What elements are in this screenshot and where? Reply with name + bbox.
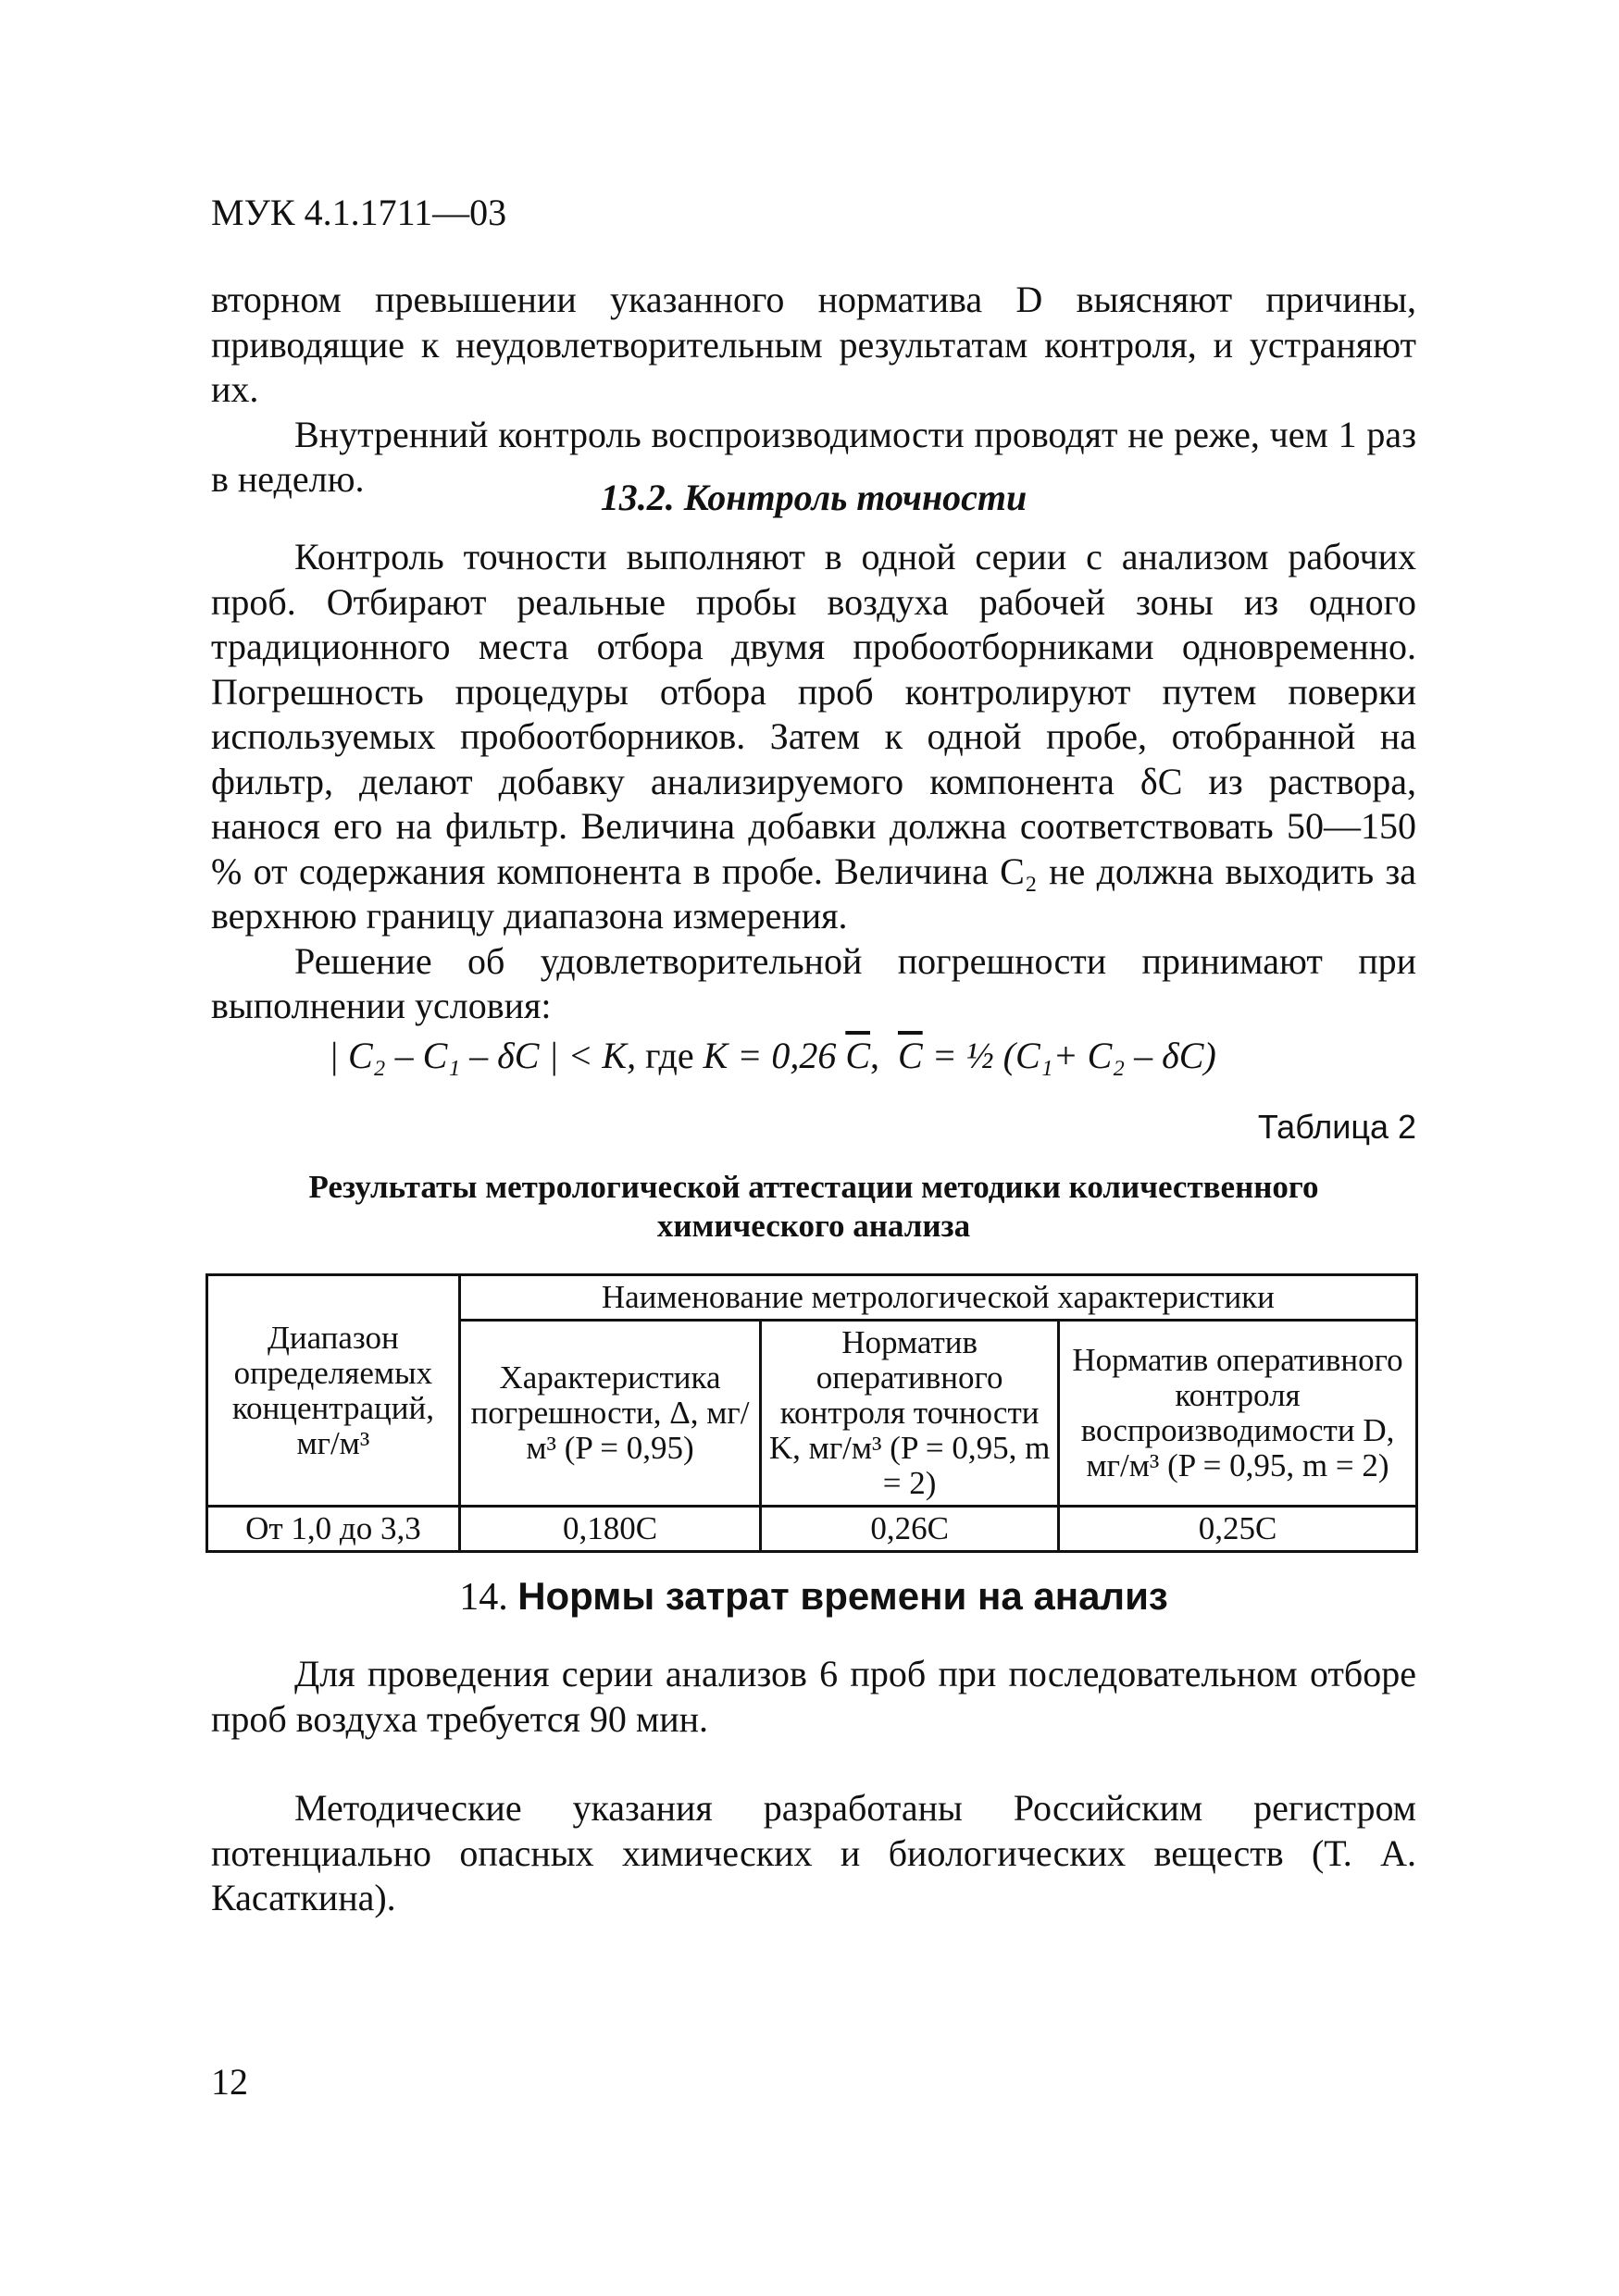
table-title-line-2: химического анализа (656, 1208, 971, 1244)
range-column-header: Диапазон определяемых концентраций, мг/м³ (207, 1275, 460, 1507)
intro-text (211, 278, 1416, 503)
error-characteristic-header: Характеристика погрешности, Δ, мг/м³ (P = 0,95) (459, 1321, 760, 1507)
document-code-header: МУК 4.1.1711—03 (211, 192, 507, 233)
metrology-results-table (205, 1273, 1418, 1553)
accuracy-norm-header: Норматив оперативного контроля точности K, мг/м³ (P = 0,95, m = 2) (761, 1321, 1059, 1507)
authors-paragraph: Методические указания разработаны Российским регистром потенциально опасных химических и биологических веществ (Т. А. Касаткина). (211, 1787, 1416, 1918)
section-13-2-title: 13.2. Контроль точности (600, 477, 1027, 518)
intro-paragraph-1: вторном превышении указанного норматива D выясняют причины, приводящие к неудовлетворительным результатам контроля, и устраняют их. (211, 279, 1416, 410)
section-14-text (211, 1652, 1416, 1921)
formula-c-mean-def: $\overline{C}$ (898, 1035, 923, 1076)
table-row (207, 1507, 1417, 1552)
section-14-heading (211, 1573, 1416, 1620)
accuracy-control-paragraph: Контроль точности выполняют в одной серии с анализом рабочих проб. Отбирают реальные пробы воздуха рабочей зоны из одного традиционного места отбора двумя пробоотборниками одновременно. Погрешность процедуры отбора проб контролируют путем поверки используемых пробоотборников. Затем к одной пробе, отобранной на фильтр, делают добавку анализируемого компонента δC из раствора, нанося его на фильтр. Величина добавки должна соответствовать 50—150 % от содержания компонента в пробе. Величина C₂ не должна выходить за верхнюю границу диапазона измерения. (211, 536, 1416, 937)
formula-where: где (645, 1035, 694, 1076)
section-14-title: Нормы затрат времени на анализ (517, 1574, 1168, 1618)
accuracy-condition-formula (329, 1033, 1216, 1079)
k-cell: 0,26C (761, 1507, 1059, 1552)
range-cell: От 1,0 до 3,3 (207, 1507, 460, 1552)
formula-c-mean: $\overline{C}$ (845, 1035, 870, 1076)
page-number: 12 (211, 2061, 248, 2103)
table-label: Таблица 2 (1257, 1108, 1416, 1146)
time-norm-paragraph: Для проведения серии анализов 6 проб при последовательном отборе проб воздуха требуется 90 мин. (211, 1653, 1416, 1740)
section-13-2-text (211, 535, 1416, 1029)
intro-paragraph-2: Внутренний контроль воспроизводимости проводят не реже, чем 1 раз в неделю. (211, 413, 1416, 500)
formula-condition: | C₂ – C₁ – δC | < K, (329, 1035, 637, 1076)
reproducibility-norm-header: Норматив оперативного контроля воспроизводимости D, мг/м³ (P = 0,95, m = 2) (1059, 1321, 1417, 1507)
table-title (211, 1168, 1416, 1246)
delta-cell: 0,180C (459, 1507, 760, 1552)
decision-condition-paragraph: Решение об удовлетворительной погрешности принимают при выполнении условия: (211, 939, 1416, 1026)
characteristic-group-header: Наименование метрологической характеристики (459, 1275, 1416, 1321)
d-cell: 0,25C (1059, 1507, 1417, 1552)
table-header-row-1 (207, 1275, 1417, 1321)
formula-separator: , (870, 1035, 879, 1076)
formula-c-mean-expression: = ½ (C₁+ C₂ – δC) (931, 1035, 1216, 1076)
section-14-number: 14. (459, 1576, 508, 1619)
table-title-line-1: Результаты метрологической аттестации методики количественного (308, 1169, 1319, 1205)
formula-k-definition: K = 0,26 (703, 1035, 837, 1076)
